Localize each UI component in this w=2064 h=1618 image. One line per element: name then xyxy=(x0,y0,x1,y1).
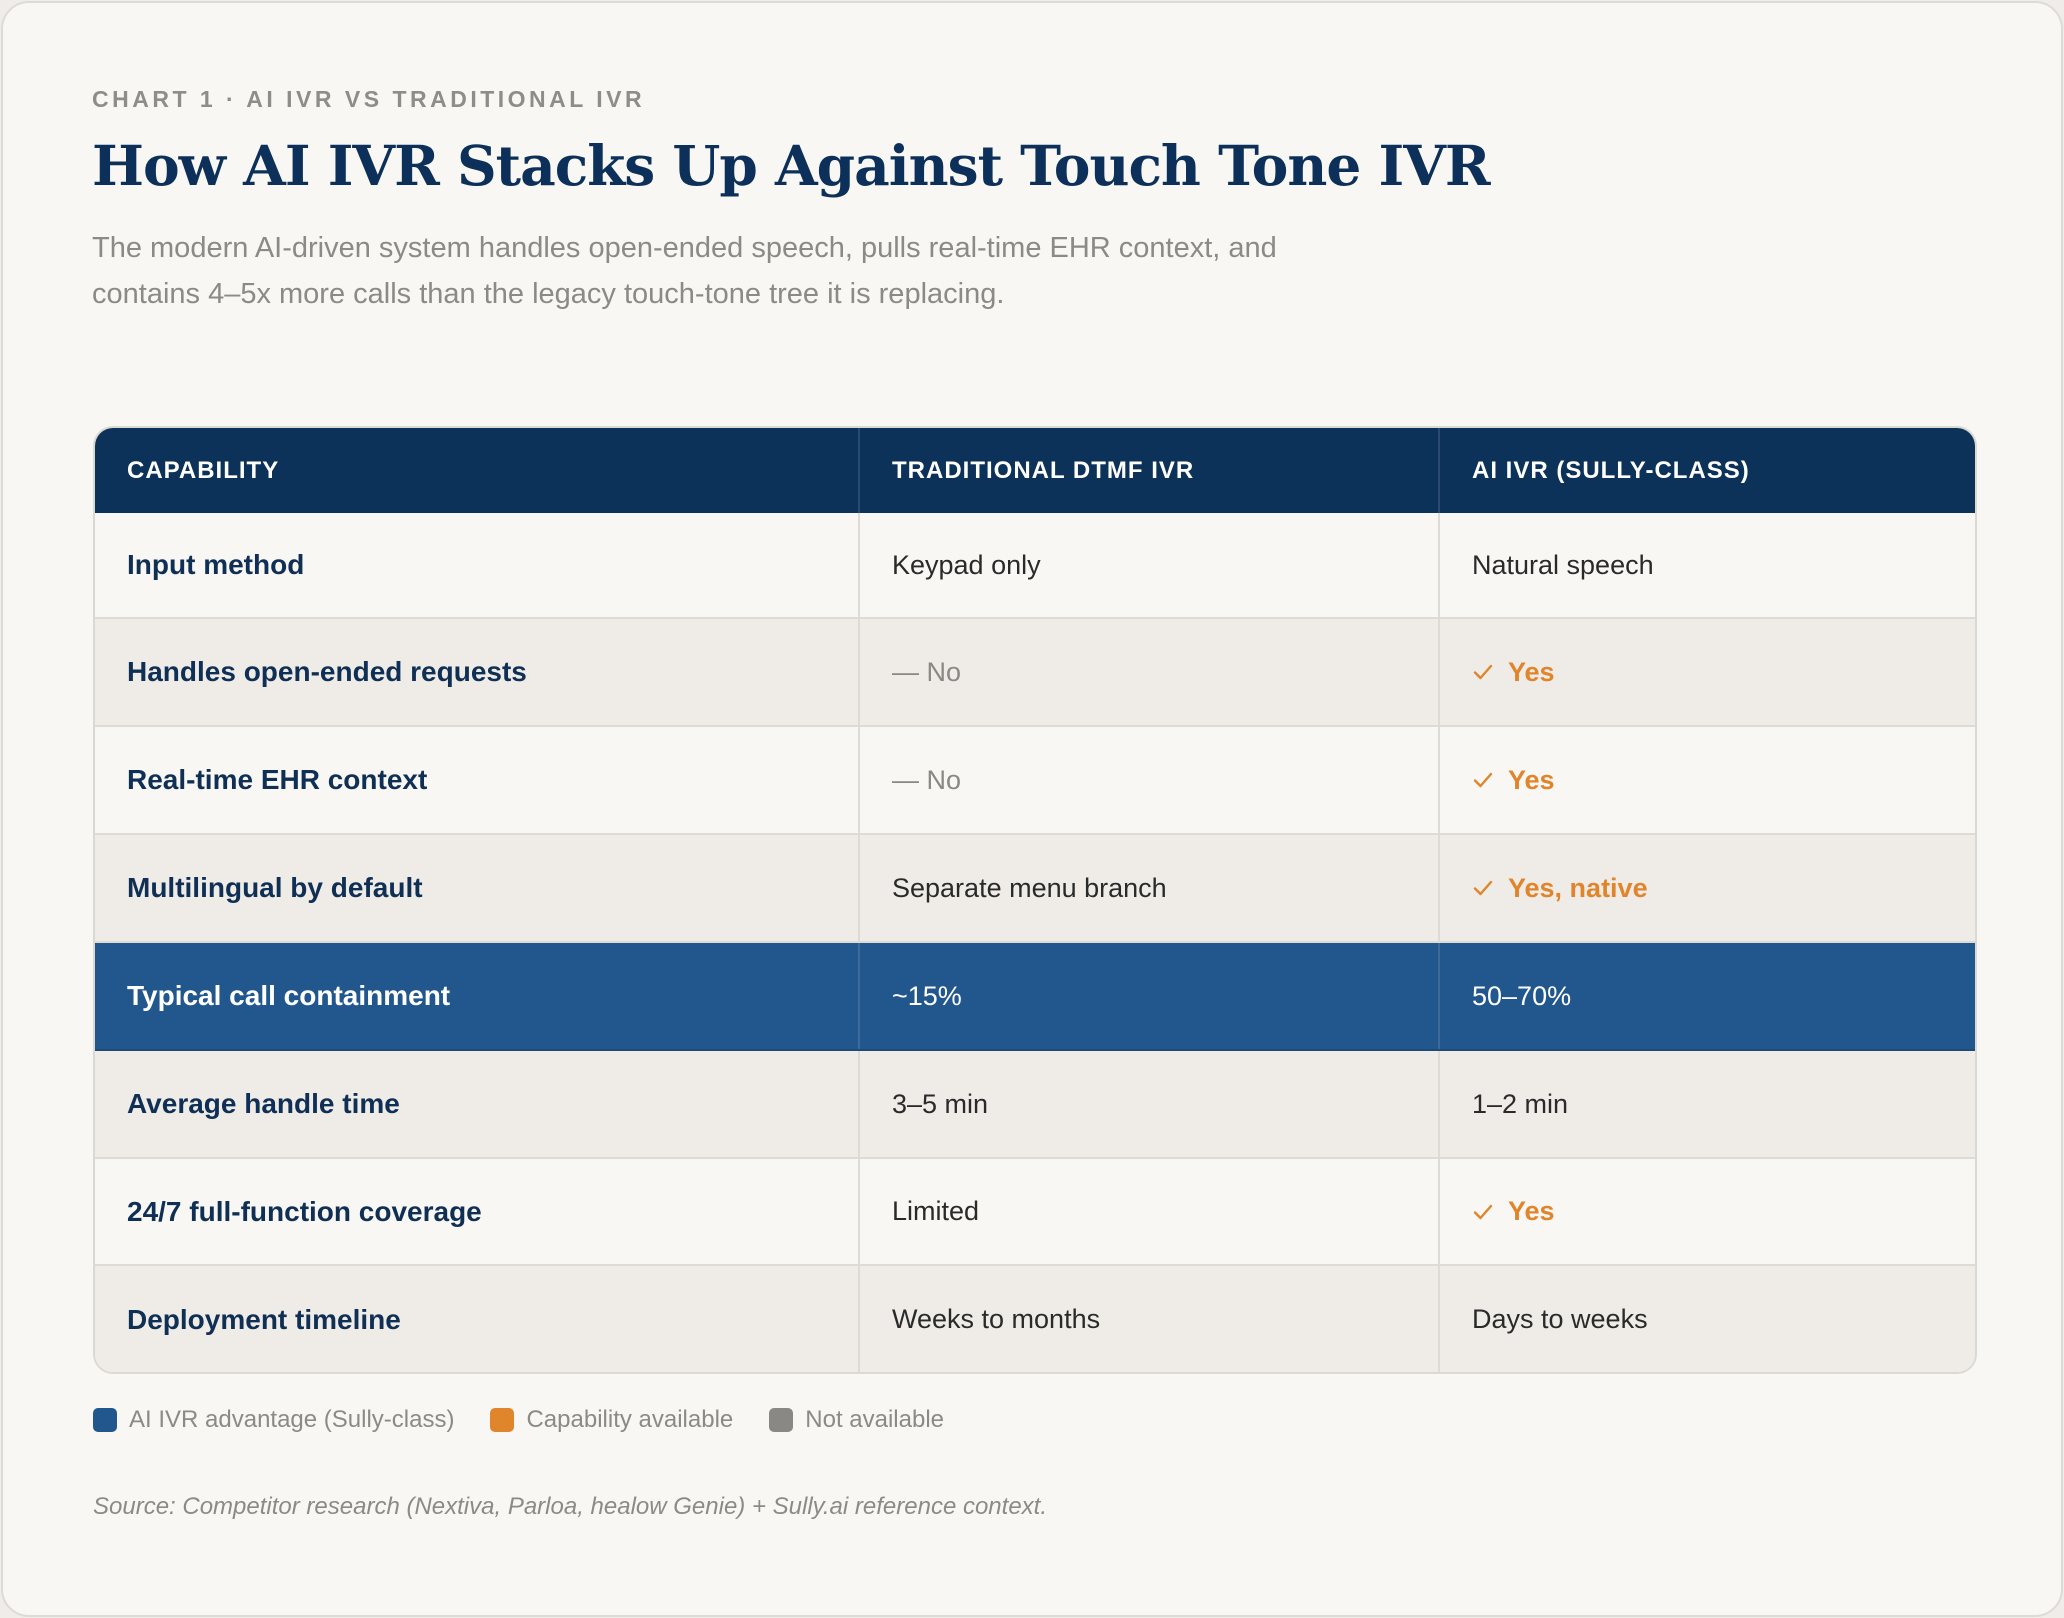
legend-swatch xyxy=(93,1408,117,1432)
ai-cell xyxy=(1440,619,1975,725)
traditional-cell: Weeks to months xyxy=(860,1266,1440,1373)
legend-item-available xyxy=(490,1406,733,1434)
ai-cell: 1–2 min xyxy=(1472,1088,1569,1119)
source-note: Source: Competitor research (Nextiva, Parloa, healow Genie) + Sully.ai reference context. xyxy=(93,1493,1047,1520)
table-row xyxy=(95,1266,1975,1373)
table-row xyxy=(95,835,1975,943)
legend-label: Capability available xyxy=(526,1406,734,1433)
column-header-ai: AI IVR (SULLY-CLASS) xyxy=(1472,456,1750,484)
check-icon xyxy=(1472,877,1494,899)
traditional-cell: ~15% xyxy=(860,943,1440,1049)
capability-cell: Typical call containment xyxy=(95,943,860,1049)
ai-cell: Days to weeks xyxy=(1472,1304,1648,1334)
column-header-capability: CAPABILITY xyxy=(95,428,860,513)
ai-cell-value: Yes, native xyxy=(1508,872,1648,903)
table-body xyxy=(95,513,1975,1373)
capability-cell: Input method xyxy=(95,513,860,617)
traditional-cell: Separate menu branch xyxy=(860,835,1440,941)
traditional-cell: Limited xyxy=(860,1159,1440,1264)
legend xyxy=(93,1406,980,1434)
ai-cell xyxy=(1440,835,1975,941)
legend-item-unavailable xyxy=(769,1406,944,1434)
table-row xyxy=(95,619,1975,727)
legend-label: AI IVR advantage (Sully-class) xyxy=(129,1406,455,1433)
traditional-cell: 3–5 min xyxy=(860,1051,1440,1157)
check-icon xyxy=(1472,661,1494,683)
capability-cell: 24/7 full-function coverage xyxy=(95,1159,860,1264)
capability-cell: Multilingual by default xyxy=(95,835,860,941)
column-header-traditional: TRADITIONAL DTMF IVR xyxy=(860,428,1440,513)
legend-item-advantage xyxy=(93,1406,454,1434)
traditional-cell: Keypad only xyxy=(860,513,1440,617)
ai-cell-value: Yes xyxy=(1508,656,1555,687)
check-icon xyxy=(1472,1201,1494,1223)
table-row xyxy=(95,727,1975,835)
table-header-row xyxy=(95,428,1975,513)
capability-cell: Real-time EHR context xyxy=(95,727,860,833)
check-icon xyxy=(1472,769,1494,791)
capability-cell: Average handle time xyxy=(95,1051,860,1157)
traditional-cell: — No xyxy=(860,619,1440,725)
chart-eyebrow: CHART 1 · AI IVR VS TRADITIONAL IVR xyxy=(92,86,646,112)
traditional-cell: — No xyxy=(860,727,1440,833)
chart-subtitle: The modern AI-driven system handles open-ended speech, pulls real-time EHR context, and contains 4–5x more calls than the legacy touch-tone tree it is replacing. xyxy=(92,232,1277,310)
chart-title: How AI IVR Stacks Up Against Touch Tone IVR xyxy=(92,133,1490,198)
legend-swatch xyxy=(490,1408,514,1432)
legend-label: Not available xyxy=(805,1406,945,1433)
capability-cell: Deployment timeline xyxy=(95,1266,860,1373)
ai-cell: 50–70% xyxy=(1472,980,1572,1011)
ai-cell-value: Yes xyxy=(1508,1196,1555,1226)
legend-swatch xyxy=(769,1408,793,1432)
chart-card xyxy=(1,1,2063,1617)
comparison-table xyxy=(93,426,1977,1374)
ai-cell xyxy=(1440,727,1975,833)
table-row xyxy=(95,943,1975,1051)
table-row xyxy=(95,1051,1975,1159)
ai-cell: Natural speech xyxy=(1472,549,1654,580)
table-row xyxy=(95,1159,1975,1266)
ai-cell xyxy=(1440,1159,1975,1264)
ai-cell-value: Yes xyxy=(1508,764,1555,795)
capability-cell: Handles open-ended requests xyxy=(95,619,860,725)
table-row xyxy=(95,513,1975,619)
